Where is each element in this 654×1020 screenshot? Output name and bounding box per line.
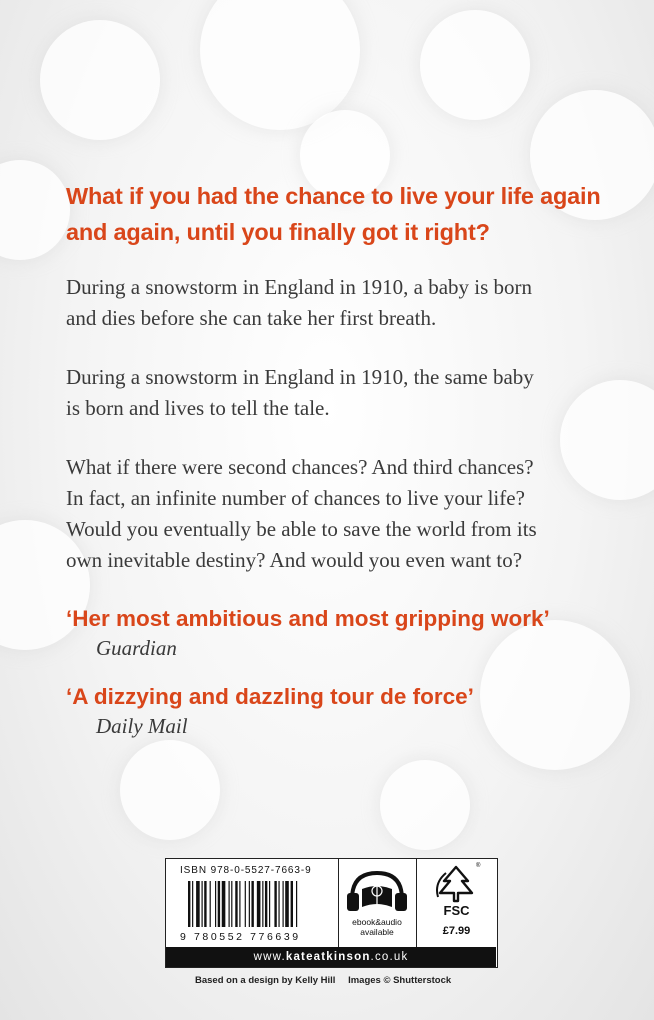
fsc-tree-icon (416, 861, 497, 905)
isbn-cell (166, 859, 339, 947)
ebook-audio-cell (338, 859, 417, 947)
barcode-graphic (188, 881, 328, 929)
barcode-number: 9 780552 776639 (180, 931, 301, 943)
ebook-label: ebook&audio available (352, 917, 402, 937)
review-source: Guardian (96, 636, 177, 660)
headphones-book-icon (338, 861, 416, 919)
isbn-text: ISBN 978-0-5527-7663-9 (180, 865, 312, 876)
registered-mark: ® (476, 863, 481, 869)
blurb-paragraph: During a snowstorm in England in 1910, the same baby is born and lives to tell the tale. (66, 365, 534, 420)
cover-credits (195, 975, 451, 986)
barcode-panel (165, 858, 498, 968)
image-credit: Images © Shutterstock (348, 975, 452, 986)
website-name: kateatkinson (285, 951, 371, 963)
design-credit: Based on a design by Kelly Hill (195, 975, 336, 986)
blurb-headline: What if you had the chance to live your life again and again, until you finally got it right? (66, 183, 601, 245)
fsc-cell (416, 859, 497, 947)
blurb-paragraph: During a snowstorm in England in 1910, a baby is born and dies before she can take her first breath. (66, 275, 533, 330)
review-quote: ‘Her most ambitious and most gripping work’ (66, 606, 550, 631)
review-source: Daily Mail (96, 714, 188, 738)
blurb-paragraph: What if there were second chances? And third chances? In fact, an infinite number of chances to live your life? Would you eventually be able to save the world from its own inevitable destiny? And would you even want to? (66, 455, 537, 572)
back-cover-text (66, 178, 626, 760)
price: £7.99 (442, 925, 471, 937)
fsc-label: FSC (443, 903, 470, 918)
website-bar[interactable]: www.kateatkinson.co.uk (166, 947, 496, 967)
review-quote: ‘A dizzying and dazzling tour de force’ (66, 684, 474, 709)
